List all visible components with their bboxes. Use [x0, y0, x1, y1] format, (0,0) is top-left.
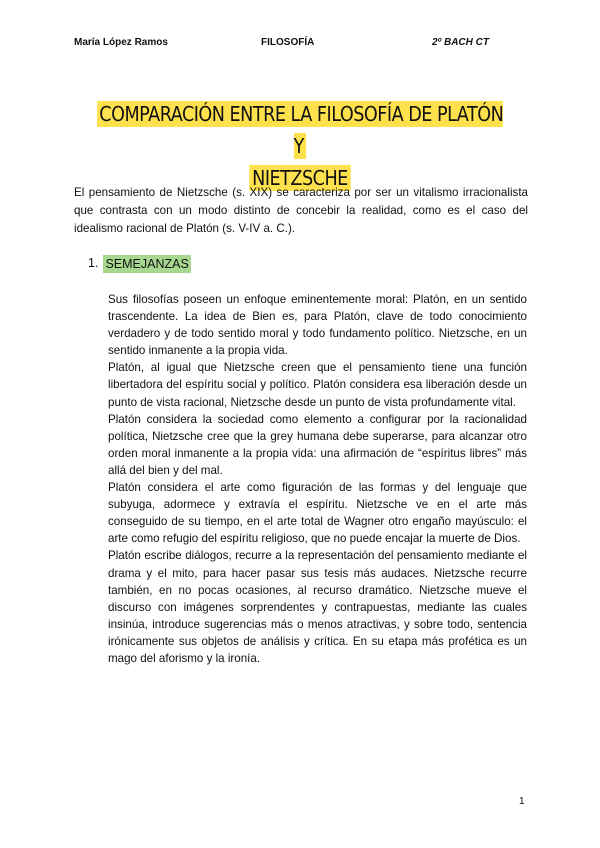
paragraph: Platón escribe diálogos, recurre a la representación del pensamiento mediante el drama y el mito, para hacer pasar sus tesis más audaces. Nietzsche recurre también, en no pocas ocasiones, al recurso dramático. Nietzsche mueve el discurso con imágenes sorprendentes y contrapuestas, mediante las cuales insinúa, introduce sugerencias más o menos atractivas, y sobre todo, sentencia irónicamente sus objetos de análisis y crítica. En su etapa más profética es un mago del aforismo y la ironía. [108, 549, 527, 665]
title-line-2: NIETZSCHE [250, 165, 351, 191]
header-course: 2º BACH CT [432, 37, 489, 48]
header-subject: FILOSOFÍA [261, 37, 315, 48]
section-number: 1. [88, 256, 99, 270]
page-header [0, 37, 600, 53]
header-author: María López Ramos [74, 37, 168, 48]
section-heading [88, 255, 191, 273]
section-title: SEMEJANZAS [105, 257, 189, 271]
paragraph: Sus filosofías poseen un enfoque eminentemente moral: Platón, en un sentido trascendente. La idea de Bien es, para Platón, clave de todo conocimiento verdadero y de todo sentido moral y todo fundamento político. Nietzsche, en un sentido inmanente a la propia vida. [108, 293, 527, 358]
paragraph: Platón considera el arte como figuración de las formas y del lenguaje que subyuga, adormece y extravía el espíritu. Nietzsche ve en el arte más conseguido de su tiempo, en el arte total de Wagner otro engaño mayúsculo: el arte como refugio del espíritu religioso, que no puede encajar la muerte de Dios. [108, 481, 527, 546]
document-title [94, 98, 507, 194]
intro-paragraph: El pensamiento de Nietzsche (s. XIX) se caracteriza por ser un vitalismo irracionalista que contrasta con un modo distinto de concebir la realidad, como es el caso del idealismo racional de Platón (s. V-IV a. C.). [74, 186, 528, 236]
paragraph: Platón, al igual que Nietzsche creen que el pensamiento tiene una función libertadora del espíritu social y político. Platón considera esa liberación desde un punto de vista racional, Nietzsche desde un punto de vista profundamente vital. [108, 361, 527, 409]
page-number: 1 [519, 796, 525, 807]
title-line-1: COMPARACIÓN ENTRE LA FILOSOFÍA DE PLATÓN Y [97, 101, 504, 159]
paragraph: Platón considera la sociedad como elemento a configurar por la racionalidad política, Nietzsche cree que la grey humana debe superarse, para alcanzar otro orden moral inmanente a la propia vida: una afirmación de “espíritus libres” más allá del bien y del mal. [108, 412, 527, 477]
section-body [108, 291, 527, 667]
